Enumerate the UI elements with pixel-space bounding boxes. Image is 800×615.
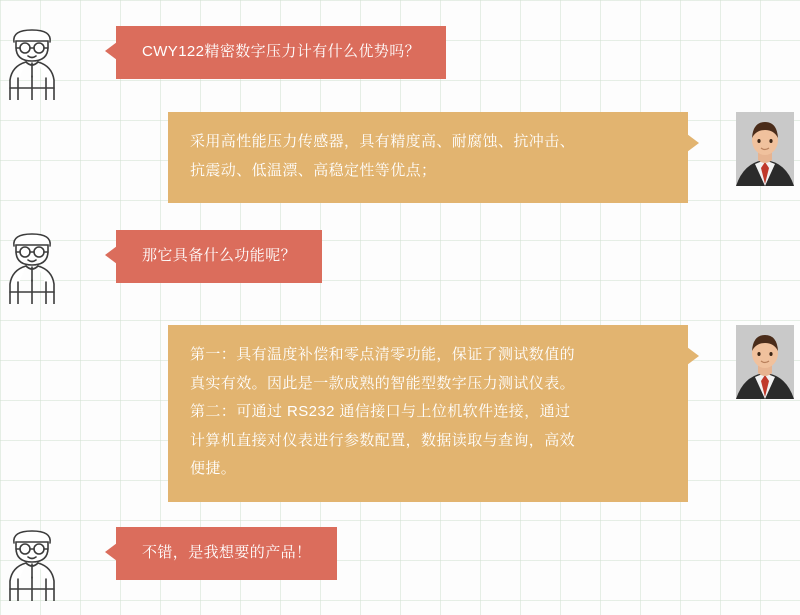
bubble-line: 那它具备什么功能呢？: [142, 247, 297, 264]
question-bubble-2: [116, 230, 322, 283]
question-bubble-1: [116, 26, 446, 79]
bubble-line: 计算机直接对仪表进行参数配置，数据读取与查询，高效: [190, 431, 576, 449]
line-art-man-glasses-avatar: [4, 26, 60, 100]
chat-row-answer-1: [168, 112, 794, 203]
bubble-line: 不错，是我想要的产品！: [142, 544, 312, 561]
answer-bubble-2: [168, 325, 688, 502]
chat-row-answer-2: [168, 325, 794, 502]
answer-bubble-1: [168, 112, 688, 203]
bubble-line: 第一：具有温度补偿和零点清零功能，保证了测试数值的: [190, 346, 576, 363]
bubble-line: 抗震动、低温漂、高稳定性等优点；: [190, 161, 437, 179]
line-art-man-glasses-avatar: [4, 230, 60, 304]
question-bubble-3: [116, 527, 337, 580]
suit-man-photo-avatar: [736, 325, 794, 399]
bubble-line: 真实有效。因此是一款成熟的智能型数字压力测试仪表。: [190, 374, 576, 392]
bubble-line: CWY122精密数字压力计有什么优势吗？: [142, 43, 421, 60]
chat-row-question-3: [4, 527, 337, 601]
bubble-line: 采用高性能压力传感器，具有精度高、耐腐蚀、抗冲击、: [190, 133, 576, 150]
bubble-line: 第二：可通过 RS232 通信接口与上位机软件连接，通过: [190, 403, 571, 420]
suit-man-photo-avatar: [736, 112, 794, 186]
line-art-man-glasses-avatar: [4, 527, 60, 601]
chat-row-question-1: [4, 26, 446, 100]
bubble-line: 便捷。: [190, 460, 237, 477]
chat-row-question-2: [4, 230, 322, 304]
